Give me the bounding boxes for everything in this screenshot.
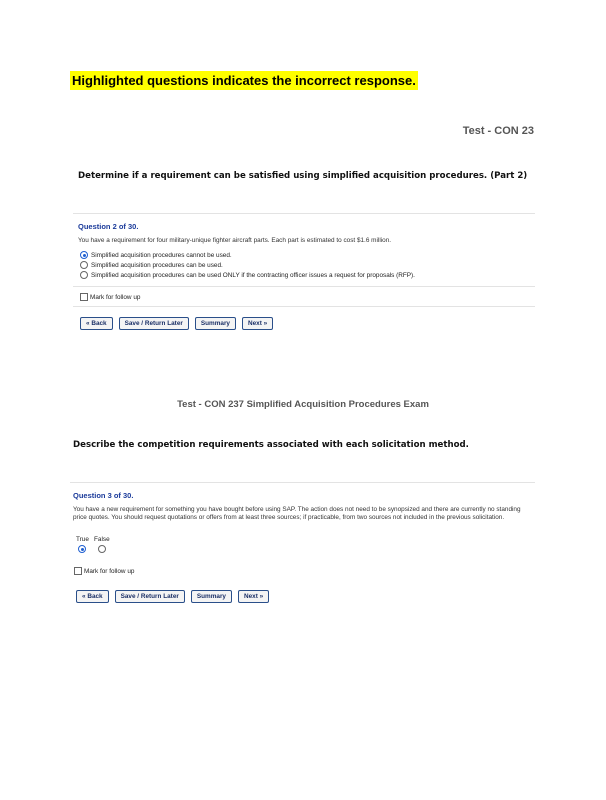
question-label: Question 3 of 30. [73, 491, 134, 500]
question-text: You have a requirement for four military-unique fighter aircraft parts. Each part is estimated to cost $1.6 million. [78, 237, 392, 244]
test-title: Test - CON 237 Simplified Acquisition Procedures Exam [177, 399, 429, 410]
nav-button-row [80, 317, 279, 330]
divider [73, 286, 535, 287]
radio-button[interactable] [80, 261, 88, 269]
back-button[interactable]: « Back [80, 317, 113, 330]
question-label: Question 2 of 30. [78, 222, 139, 231]
option-label: Simplified acquisition procedures can be used ONLY if the contracting officer issues a request for proposals (RFP). [91, 271, 415, 279]
answer-option[interactable] [80, 260, 415, 270]
follow-up-label: Mark for follow up [90, 293, 141, 301]
true-false-group [76, 536, 110, 553]
false-label: False [94, 536, 110, 543]
answer-options [80, 250, 415, 280]
next-button[interactable]: Next » [242, 317, 273, 330]
incorrect-response-banner: Highlighted questions indicates the incorrect response. [72, 73, 416, 88]
follow-up-toggle[interactable] [74, 566, 134, 576]
save-return-later-button[interactable]: Save / Return Later [119, 317, 189, 330]
radio-button-selected[interactable] [80, 251, 88, 259]
option-label: Simplified acquisition procedures cannot be used. [91, 251, 232, 259]
divider [70, 482, 535, 483]
true-label: True [76, 536, 89, 543]
section-heading: Determine if a requirement can be satisfied using simplified acquisition procedures. (Part 2) [78, 171, 528, 181]
answer-option[interactable] [80, 270, 415, 280]
question-text: You have a new requirement for something you have bought before using SAP. The action does not need to be synopsized and there are currently no standing price quotes. You should request quotations or offers from at least three sources; if practicable, from two sources not included in the previous solicitation. [73, 506, 521, 521]
back-button[interactable]: « Back [76, 590, 109, 603]
next-button[interactable]: Next » [238, 590, 269, 603]
follow-up-toggle[interactable] [80, 292, 140, 302]
follow-up-label: Mark for follow up [84, 567, 135, 575]
false-radio[interactable] [98, 545, 106, 553]
divider [73, 213, 535, 214]
test-title: Test - CON 23 [462, 125, 534, 137]
save-return-later-button[interactable]: Save / Return Later [115, 590, 185, 603]
nav-button-row [76, 590, 275, 603]
section-heading: Describe the competition requirements associated with each solicitation method. [73, 440, 469, 450]
answer-option[interactable] [80, 250, 415, 260]
summary-button[interactable]: Summary [195, 317, 236, 330]
follow-up-checkbox[interactable] [74, 567, 82, 575]
radio-button[interactable] [80, 271, 88, 279]
option-label: Simplified acquisition procedures can be used. [91, 261, 223, 269]
true-radio-selected[interactable] [78, 545, 86, 553]
divider [73, 306, 535, 307]
summary-button[interactable]: Summary [191, 590, 232, 603]
follow-up-checkbox[interactable] [80, 293, 88, 301]
